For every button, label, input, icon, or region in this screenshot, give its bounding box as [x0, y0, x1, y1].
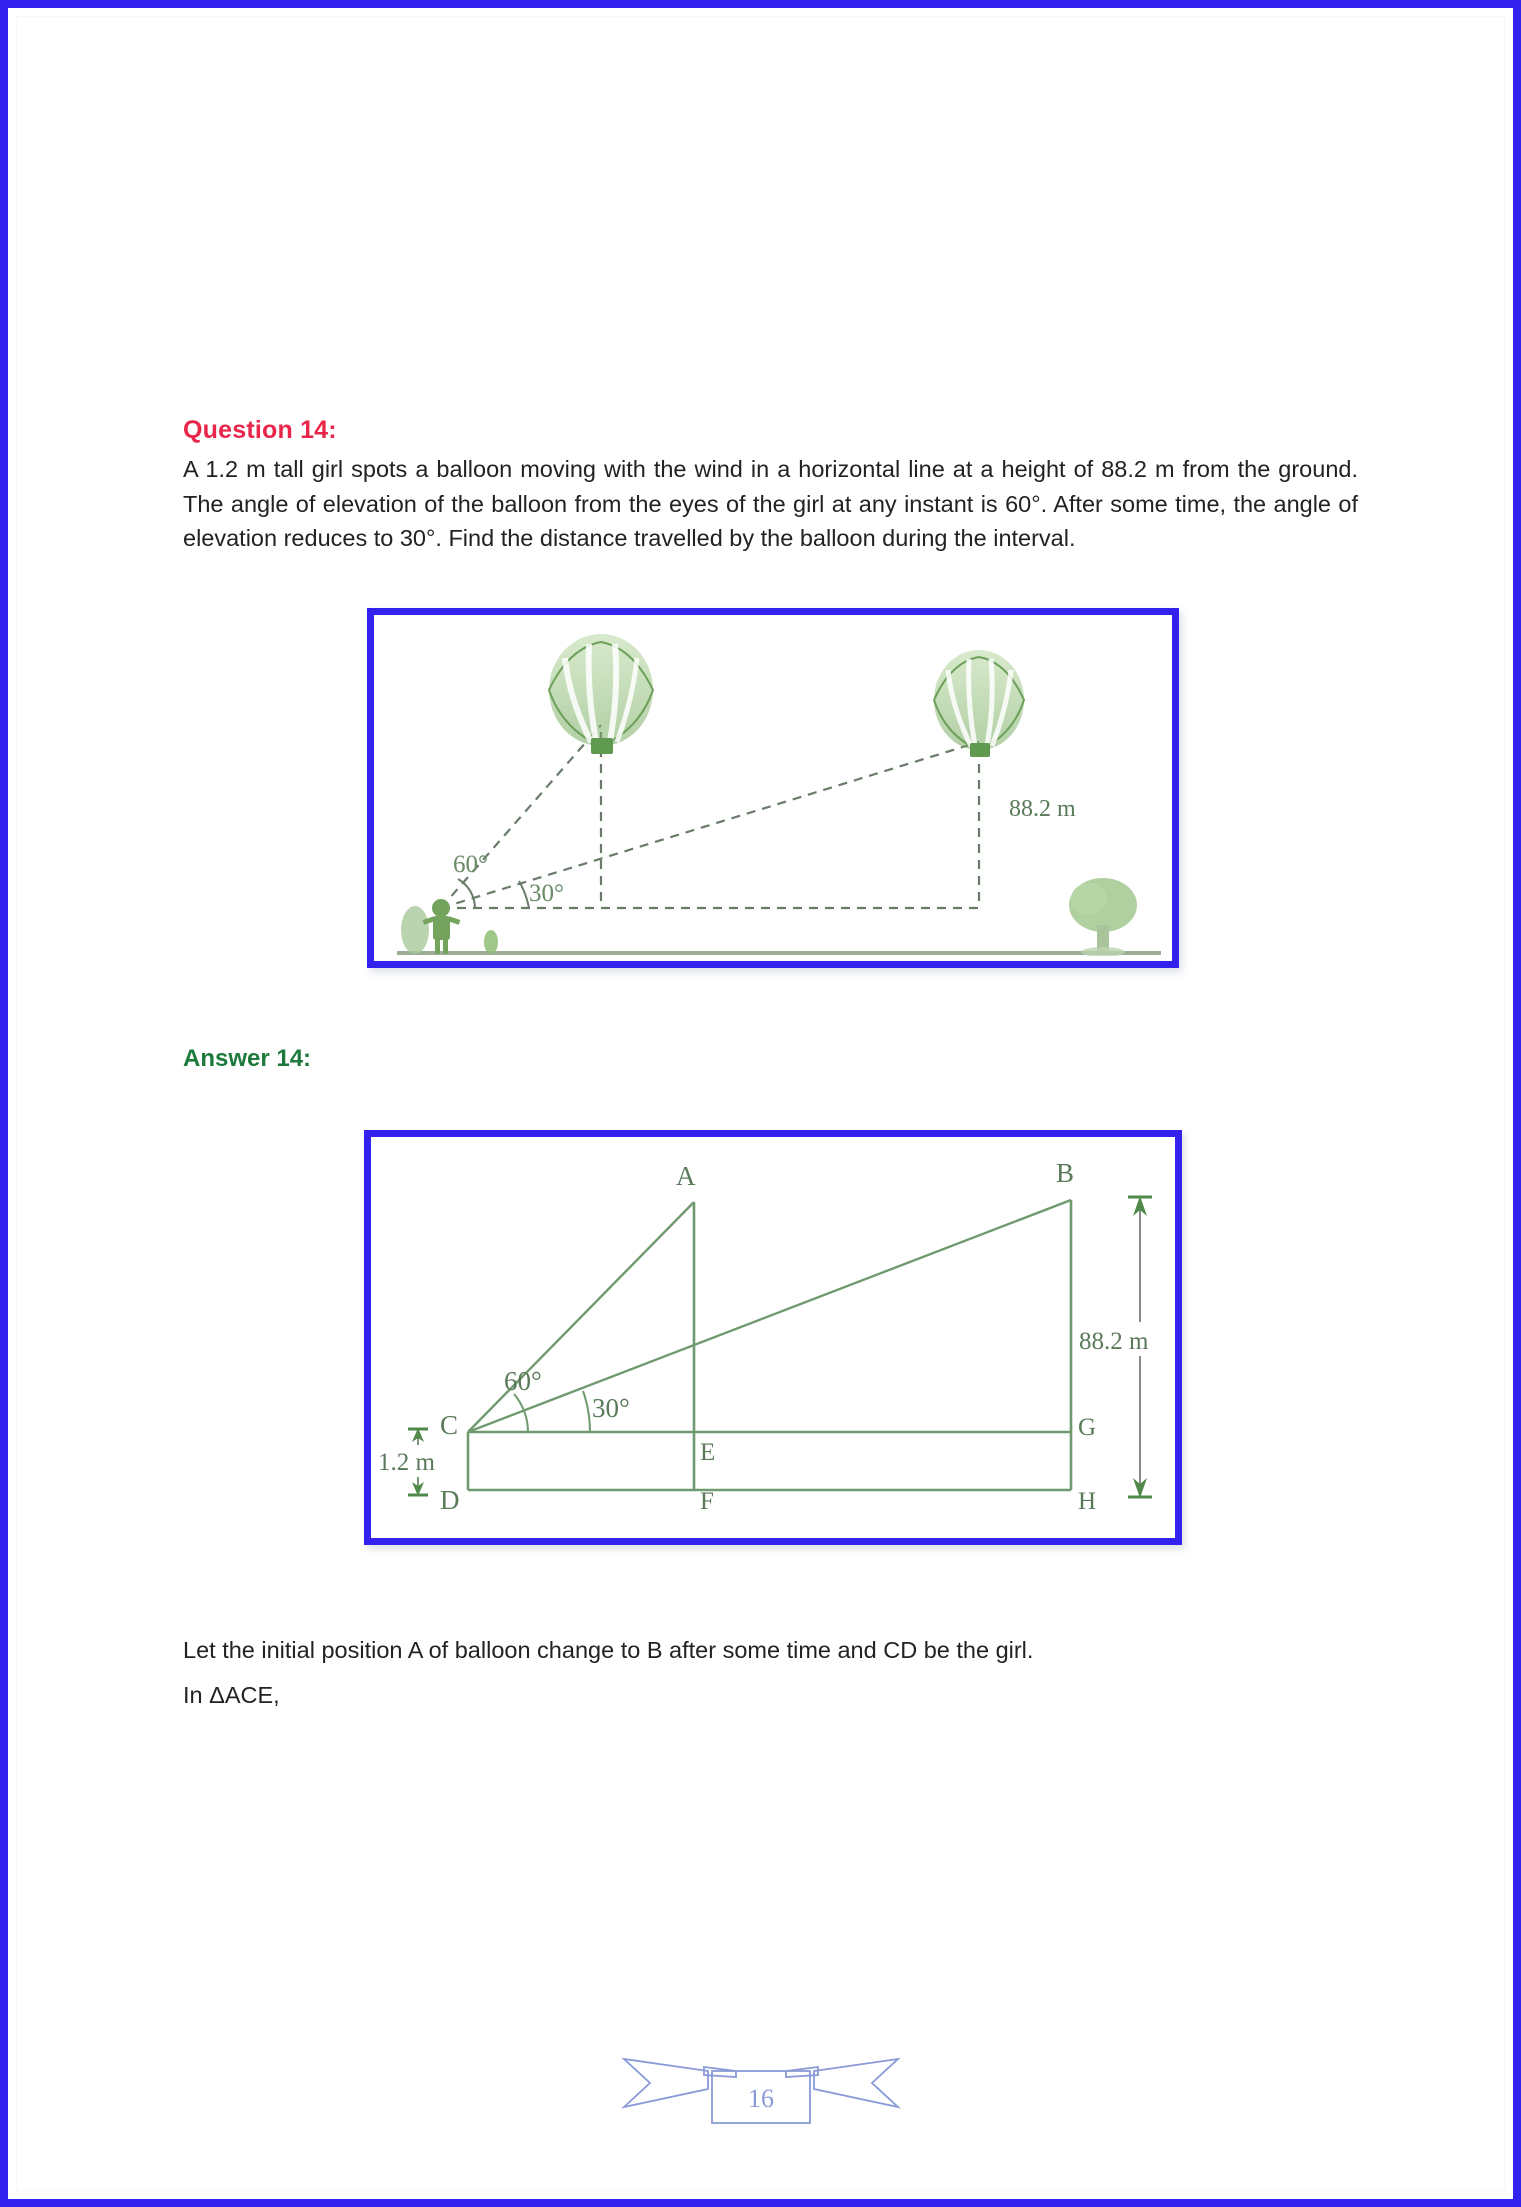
angle-arc-30: [583, 1391, 590, 1432]
label-point-E: E: [700, 1438, 716, 1466]
answer-line-2: In ΔACE,: [183, 1681, 280, 1708]
label-point-H: H: [1078, 1487, 1097, 1515]
label-point-C: C: [440, 1409, 459, 1440]
question-text: A 1.2 m tall girl spots a balloon moving with the wind in a horizontal line at a height of 88.2 m from the ground. The angle of elevation of the balloon from the eyes of the girl at any instant is 60°. After some time, the angle of elevation reduces to 30°. Find the distance travelled by the balloon during the interval.: [183, 456, 1358, 552]
figure2-height-label: 88.2 m: [1079, 1327, 1149, 1355]
line-CA: [468, 1202, 694, 1432]
figure1-angle-30-label: 30°: [529, 879, 564, 907]
footer-ribbon-container: [17, 2037, 1504, 2147]
ribbon-right-tail: [814, 2059, 898, 2107]
balloon-right-icon: [934, 650, 1024, 757]
page-inner: [16, 16, 1505, 2191]
label-point-G: G: [1078, 1413, 1097, 1441]
girl-icon: [401, 899, 460, 954]
ribbon-left-tail: [624, 2059, 708, 2107]
figure1-container: [183, 608, 1363, 968]
figure1-frame: [367, 608, 1179, 968]
sightline-60: [441, 725, 601, 908]
figure1-angle-60-label: 60°: [453, 850, 488, 878]
balloon-left-icon: [549, 634, 653, 754]
plant-icon: [484, 930, 498, 954]
tree-icon: [1069, 878, 1137, 956]
figure1-canvas: [379, 620, 1167, 956]
figure1-height-label: 88.2 m: [1009, 795, 1076, 822]
dimension-88-2: [1076, 1196, 1170, 1498]
figure2-angle-30-label: 30°: [592, 1392, 630, 1423]
answer-heading: Answer 14:: [183, 1044, 312, 1072]
label-point-B: B: [1056, 1157, 1075, 1188]
angle-arc-30: [519, 881, 529, 908]
sightline-30: [441, 742, 979, 908]
label-point-A: A: [676, 1160, 696, 1191]
answer-line-1: Let the initial position A of balloon change to B after some time and CD be the girl.: [183, 1636, 1034, 1663]
angle-arc-60: [458, 879, 475, 908]
figure2-angle-60-label: 60°: [504, 1365, 542, 1396]
geometry-diagram-svg: [376, 1142, 1170, 1533]
page-number-ribbon: [616, 2037, 906, 2147]
page-number: 16: [747, 2084, 774, 2113]
question-heading: Question 14:: [183, 416, 337, 444]
figure2-canvas: [376, 1142, 1170, 1533]
figure2-frame: [364, 1130, 1182, 1545]
document-content: [183, 415, 1363, 1713]
label-point-D: D: [440, 1484, 460, 1515]
figure2-container: [183, 1130, 1363, 1545]
figure2-girl-height-label: 1.2 m: [378, 1448, 435, 1476]
label-point-F: F: [700, 1487, 714, 1515]
line-CB: [468, 1200, 1071, 1432]
balloon-scene-svg: [379, 620, 1167, 956]
